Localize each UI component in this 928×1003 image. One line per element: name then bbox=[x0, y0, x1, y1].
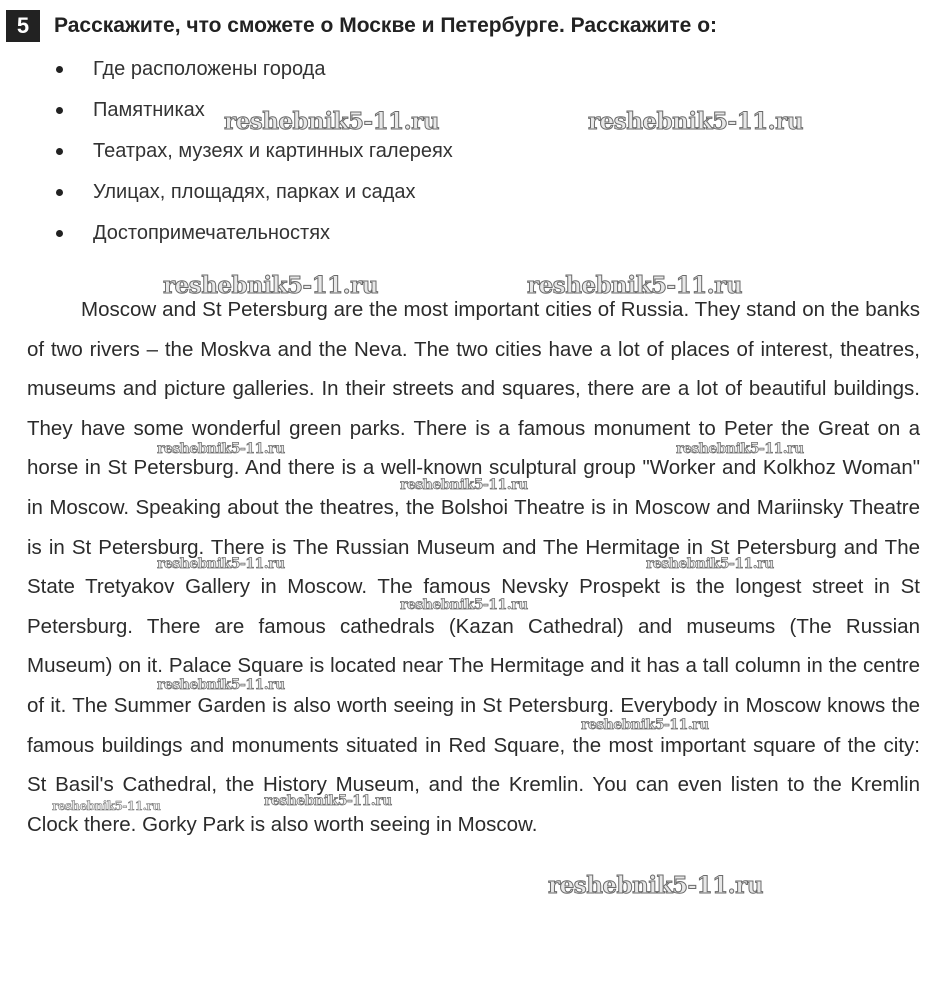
watermark: reshebnik5-11.ru bbox=[157, 677, 285, 693]
watermark: reshebnik5-11.ru bbox=[157, 441, 285, 457]
bullet-dot-icon bbox=[56, 148, 63, 155]
watermark: reshebnik5-11.ru bbox=[676, 441, 804, 457]
watermark: reshebnik5-11.ru bbox=[224, 108, 439, 135]
watermark: reshebnik5-11.ru bbox=[52, 799, 161, 813]
list-item-text: Памятниках bbox=[93, 99, 205, 121]
list-item-text: Достопримечательностях bbox=[93, 222, 331, 244]
watermark: reshebnik5-11.ru bbox=[400, 597, 528, 613]
watermark: reshebnik5-11.ru bbox=[400, 477, 528, 493]
list-item bbox=[56, 49, 453, 90]
bullet-dot-icon bbox=[56, 66, 63, 73]
bullet-dot-icon bbox=[56, 189, 63, 196]
list-item bbox=[56, 172, 453, 213]
list-item-text: Улицах, площадях, парках и садах bbox=[93, 181, 416, 203]
list-item-text: Где расположены города bbox=[93, 58, 326, 80]
watermark: reshebnik5-11.ru bbox=[548, 872, 763, 899]
watermark: reshebnik5-11.ru bbox=[163, 272, 378, 299]
watermark: reshebnik5-11.ru bbox=[264, 793, 392, 809]
bullet-dot-icon bbox=[56, 230, 63, 237]
topic-list bbox=[56, 49, 453, 254]
task-instruction: Расскажите, что сможете о Москве и Петербурге. Расскажите о: bbox=[54, 14, 718, 37]
list-item bbox=[56, 131, 453, 172]
watermark: reshebnik5-11.ru bbox=[646, 556, 774, 572]
task-number-badge: 5 bbox=[6, 10, 40, 42]
watermark: reshebnik5-11.ru bbox=[157, 556, 285, 572]
bullet-dot-icon bbox=[56, 107, 63, 114]
list-item bbox=[56, 213, 453, 254]
list-item bbox=[56, 90, 453, 131]
watermark: reshebnik5-11.ru bbox=[527, 272, 742, 299]
list-item-text: Театрах, музеях и картинных галереях bbox=[93, 140, 453, 162]
answer-paragraph: Moscow and St Petersburg are the most important cities of Russia. They stand on the banks of two rivers – the Moskva and the Neva. The two cities have a lot of places of interest, theatres, museums and picture galleries. In their streets and squares, there are a lot of beautiful buildings. They have some wonderful green parks. There is a famous monument to Peter the Great on a horse in St Petersburg. And there is a well-known sculptural group "Worker and Kolkhoz Woman" in Moscow. Speaking about the theatres, the Bolshoi Theatre is in Moscow and Mariinsky Theatre is in St Petersburg. There is The Russian Museum and The Hermitage in St Petersburg and The State Tretyakov Gallery in Moscow. The famous Nevsky Prospekt is the longest street in St Petersburg. There are famous cathedrals (Kazan Cathedral) and museums (The Russian Museum) on it. Palace Square is located near The Hermitage and it has a tall column in the centre of it. The Summer Garden is also worth seeing in St Petersburg. Everybody in Moscow knows the famous buildings and monuments situated in Red Square, the most important square of the city: St Basil's Cathedral, the History Museum, and the Kremlin. You can even listen to the Kremlin Clock there. Gorky Park is also worth seeing in Moscow. bbox=[27, 298, 920, 836]
watermark: reshebnik5-11.ru bbox=[588, 108, 803, 135]
task-header bbox=[6, 10, 918, 42]
watermark: reshebnik5-11.ru bbox=[581, 717, 709, 733]
